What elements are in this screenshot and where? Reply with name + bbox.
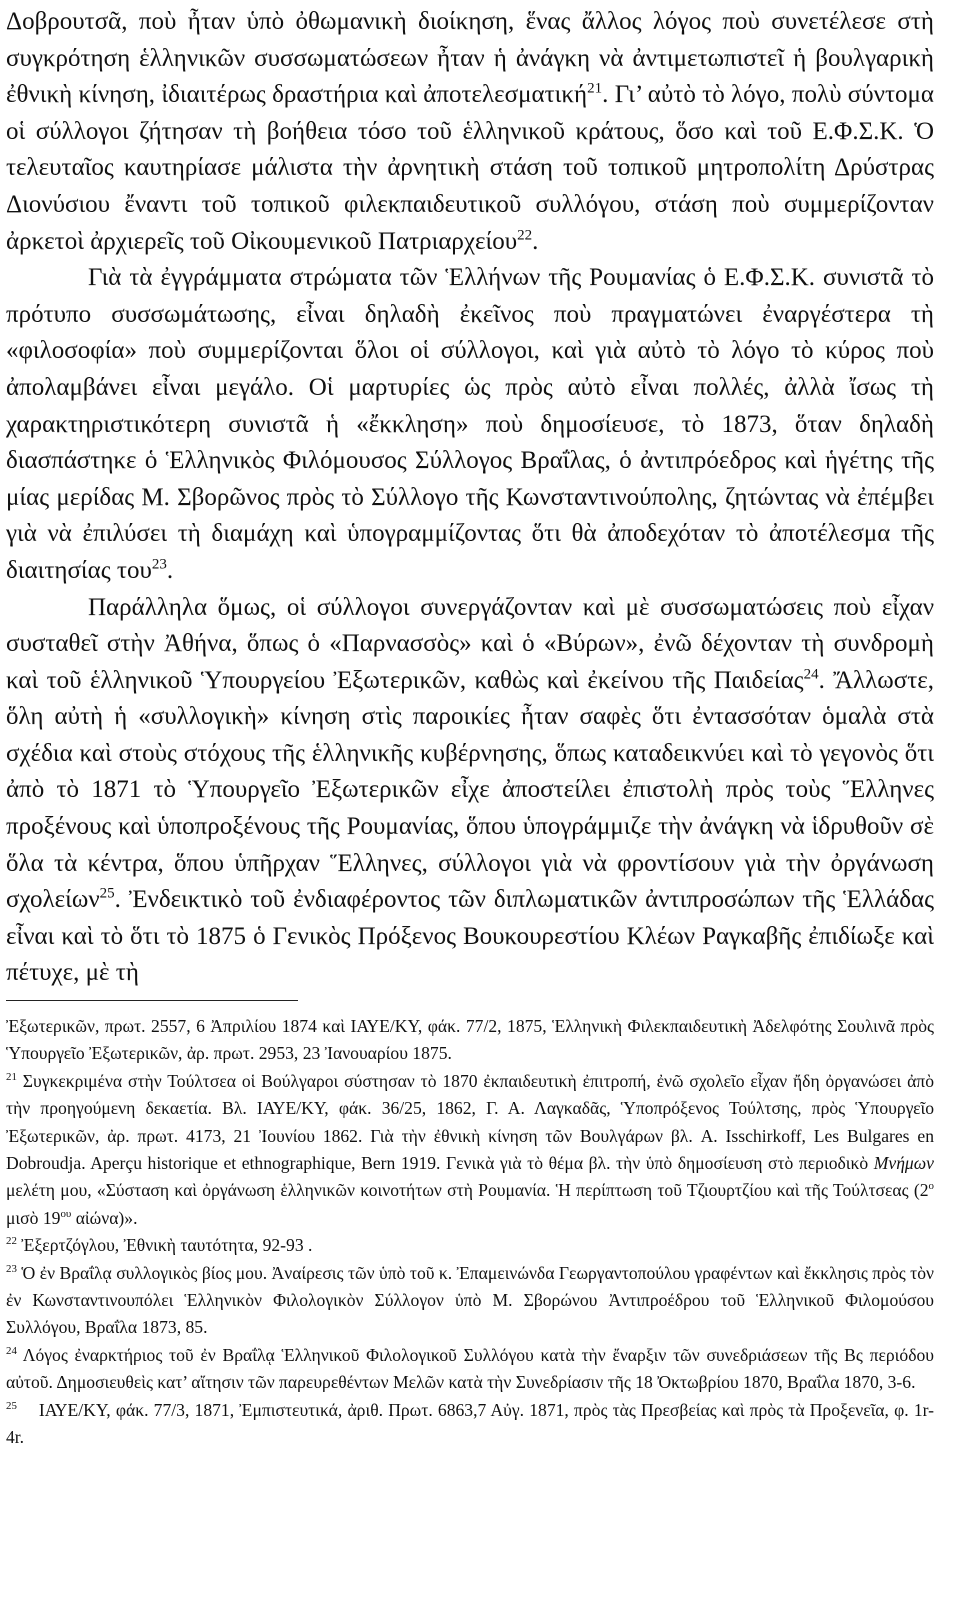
footnote-continuation: Ἐξωτερικῶν, πρωτ. 2557, 6 Ἀπριλίου 1874 καὶ ΙΑΥΕ/ΚΥ, φάκ. 77/2, 1875, Ἑλληνικὴ Φιλεκπαιδευτικὴ Ἀδελφότης Σουλινᾶ πρὸς Ὑπουργεῖο Ἐξωτερικῶν, ἀρ. πρωτ. 2953, 23 Ἰανουαρίου 1875. bbox=[6, 1016, 934, 1064]
footnote-ref: 21 bbox=[587, 80, 603, 97]
footnote-22: $^{22}$ Ἐξερτζόγλου, Ἐθνικὴ ταυτότητα, 92-93 . bbox=[6, 1235, 313, 1256]
footnote-number: 25 bbox=[6, 1399, 17, 1412]
main-text bbox=[6, 4, 934, 992]
footnote-number: 22 bbox=[6, 1235, 17, 1248]
paragraph: Γιὰ τὰ ἐγγράμματα στρώματα τῶν Ἑλλήνων τῆς Ρουμανίας ὁ Ε.Φ.Σ.Κ. συνιστᾶ τὸ πρότυπο συσσωμάτωσης, εἶναι δηλαδὴ ἐκεῖνος ποὺ πραγματώνει ἐναργέστερα τὴ «φιλοσοφία» ποὺ συμμερίζονται ὅλοι οἱ σύλλογοι, καὶ γιὰ αὐτὸ τὸ λόγο τὸ κύρος ποὺ ἀπολαμβάνει εἶναι μεγάλο. Οἱ μαρτυρίες ὡς πρὸς αὐτὸ εἶναι πολλές, ἀλλὰ ἴσως τὴ χαρακτηριστικότερη συνιστᾶ ἡ «ἔκκληση» ποὺ δημοσίευσε, τὸ 1873, ὅταν δηλαδὴ διασπάστηκε ὁ Ἑλληνικὸς Φιλόμουσος Σύλλογος Βραΐλας, ὁ ἀντιπρόεδρος καὶ ἡγέτης τῆς μίας μερίδας Μ. Σβορῶνος πρὸς τὸ Σύλλογο τῆς Κωνσταντινούπολης, ζητώντας νὰ ἐπέμβει γιὰ νὰ ἐπιλύσει τὴ διαμάχη καὶ ὑπογραμμίζοντας ὅτι θὰ ἀποδεχόταν τὸ ἀποτέλεσμα τῆς διαιτησίας του$^{23}$. bbox=[6, 264, 934, 584]
footnote-21: $^{21}$ Συγκεκριμένα στὴν Τούλτσεα οἱ Βούλγαροι σύστησαν τὸ 1870 ἐκπαιδευτικὴ ἐπιτροπή, ἐνῶ σχολεῖο εἶχαν ἤδη ὀργανώσει ἀπὸ τὴν προηγούμενη δεκαετία. Βλ. ΙΑΥΕ/ΚΥ, φάκ. 36/25, 1862, Γ. Α. Λαγκαδᾶς, Ὑποπρόξενος Τούλτσης, πρὸς Ὑπουργεῖο Ἐξωτερικῶν, ἀρ. πρωτ. 4173, 21 Ἰουνίου 1862. Γιὰ τὴν ἐθνικὴ κίνηση τῶν Βουλγάρων βλ. A. Isschirkoff, Les Bulgares en Dobroudja. Aperçu historique et ethnographique, Bern 1919. Γενικὰ γιὰ τὸ θέμα βλ. τὴν ὑπὸ δημοσίευση στὸ περιοδικὸ Μνήμων μελέτη μου, «Σύσταση καὶ ὀργάνωση ἑλληνικῶν κοινοτήτων στὴ Ρουμανία. Ἡ περίπτωση τοῦ Τζιουρτζίου καὶ τῆς Τούλτσεας ($2^o$ μισὸ $19^{o\upsilon}$ αἰώνα)». bbox=[6, 1070, 934, 1228]
footnote-number: 23 bbox=[6, 1262, 17, 1275]
footnote-ref: 25 bbox=[99, 885, 115, 902]
footnote-separator bbox=[6, 1000, 298, 1001]
footnote-ref: 23 bbox=[151, 556, 167, 573]
paragraph: Παράλληλα ὅμως, οἱ σύλλογοι συνεργάζονταν καὶ μὲ συσσωματώσεις ποὺ εἶχαν συσταθεῖ στὴν Ἀθήνα, ὅπως ὁ «Παρνασσὸς» καὶ ὁ «Βύρων», ἐνῶ δέχονταν τὴ συνδρομὴ καὶ τοῦ ἑλληνικοῦ Ὑπουργείου Ἐξωτερικῶν, καθὼς καὶ ἐκείνου τῆς Παιδείας$^{24}$. Ἄλλωστε, ὅλη αὐτὴ ἡ «συλλογικὴ» κίνηση στὶς παροικίες ἦταν σαφὲς ὅτι ἐντασσόταν ὁμαλὰ στὰ σχέδια καὶ στοὺς στόχους τῆς ἑλληνικῆς κυβέρνησης, ὅπως καταδεικνύει καὶ τὸ γεγονὸς ὅτι ἀπὸ τὸ 1871 τὸ Ὑπουργεῖο Ἐξωτερικῶν εἶχε ἀποστείλει ἐπιστολὴ πρὸς τοὺς Ἕλληνες προξένους καὶ ὑποπροξένους τῆς Ρουμανίας, ὅπου ὑπογράμμιζε τὴν ἀνάγκη νὰ ἱδρυθοῦν σὲ ὅλα τὰ κέντρα, ὅπου ὑπῆρχαν Ἕλληνες, σύλλογοι γιὰ νὰ φροντίσουν γιὰ τὴν ὀργάνωση σχολείων$^{25}$. Ἐνδεικτικὸ τοῦ ἐνδιαφέροντος τῶν διπλωματικῶν ἀντιπροσώπων τῆς Ἑλλάδας εἶναι καὶ τὸ ὅτι τὸ 1875 ὁ Γενικὸς Πρόξενος Βουκουρεστίου Κλέων Ραγκαβῆς ἐπιδίωξε καὶ πέτυχε, μὲ τὴ bbox=[6, 593, 934, 987]
footnote-number: 24 bbox=[6, 1345, 17, 1358]
footnote-23: $^{23}$ Ὁ ἐν Βραΐλᾳ συλλογικὸς βίος μου. Ἀναίρεσις τῶν ὑπὸ τοῦ κ. Ἐπαμεινώνδα Γεωργαντοπούλου γραφέντων καὶ ἔκκλησις πρὸς τὸν ἐν Κωνσταντινουπόλει Ἑλληνικὸν Φιλολογικὸν Σύλλογον ὑπὸ Μ. Σβορώνου Ἀντιπροέδρου τοῦ Ἑλληνικοῦ Φιλομούσου Συλλόγου, Βραΐλα 1873, 85. bbox=[6, 1262, 934, 1338]
footnote-ref: 22 bbox=[517, 227, 533, 244]
footnote-ref: 24 bbox=[803, 666, 819, 683]
footnote-25: $^{25}$ ΙΑΥΕ/ΚΥ, φάκ. 77/3, 1871, Ἐμπιστευτικά, ἀριθ. Πρωτ. 6863,7 Αὐγ. 1871, πρὸς τὰς Πρεσβείας καὶ πρὸς τὰ Προξενεῖα, φ. 1r-4r. bbox=[6, 1399, 934, 1448]
footnote-number: 21 bbox=[6, 1070, 17, 1083]
journal-title: Μνήμων bbox=[873, 1153, 934, 1174]
paragraph: Δοβρουτσᾶ, ποὺ ἦταν ὑπὸ ὀθωμανικὴ διοίκηση, ἕνας ἄλλος λόγος ποὺ συνετέλεσε στὴ συγκρότηση ἑλληνικῶν συσσωματώσεων ἦταν ἡ ἀνάγκη νὰ ἀντιμετωπιστεῖ ἡ βουλγαρικὴ ἐθνικὴ κίνηση, ἰδιαιτέρως δραστήρια καὶ ἀποτελεσματική$^{21}$. Γι’ αὐτὸ τὸ λόγο, πολὺ σύντομα οἱ σύλλογοι ζήτησαν τὴ βοήθεια τόσο τοῦ ἑλληνικοῦ κράτους, ὅσο καὶ τοῦ Ε.Φ.Σ.Κ. Ὁ τελευταῖος καυτηρίασε μάλιστα τὴν ἀρνητικὴ στάση τοῦ τοπικοῦ μητροπολίτη Δρύστρας Διονύσιου ἔναντι τοῦ τοπικοῦ φιλεκπαιδευτικοῦ συλλόγου, στάση ποὺ συμμερίζονταν ἀρκετοὶ ἀρχιερεῖς τοῦ Οἰκουμενικοῦ Πατριαρχείου$^{22}$. bbox=[6, 8, 934, 255]
footnote-24: $^{24}$ Λόγος ἐναρκτήριος τοῦ ἐν Βραΐλᾳ Ἑλληνικοῦ Φιλολογικοῦ Συλλόγου κατὰ τὴν ἔναρξιν τῶν συνεδριάσεων τῆς Βς περιόδου αὐτοῦ. Δημοσιευθεὶς κατ’ αἴτησιν τῶν παρευρεθέντων Μελῶν κατὰ τὴν Συνεδρίασιν τῆς 18 Ὀκτωβρίου 1870, Βραΐλα 1870, 3-6. bbox=[6, 1344, 934, 1393]
footnotes bbox=[6, 1013, 934, 1452]
